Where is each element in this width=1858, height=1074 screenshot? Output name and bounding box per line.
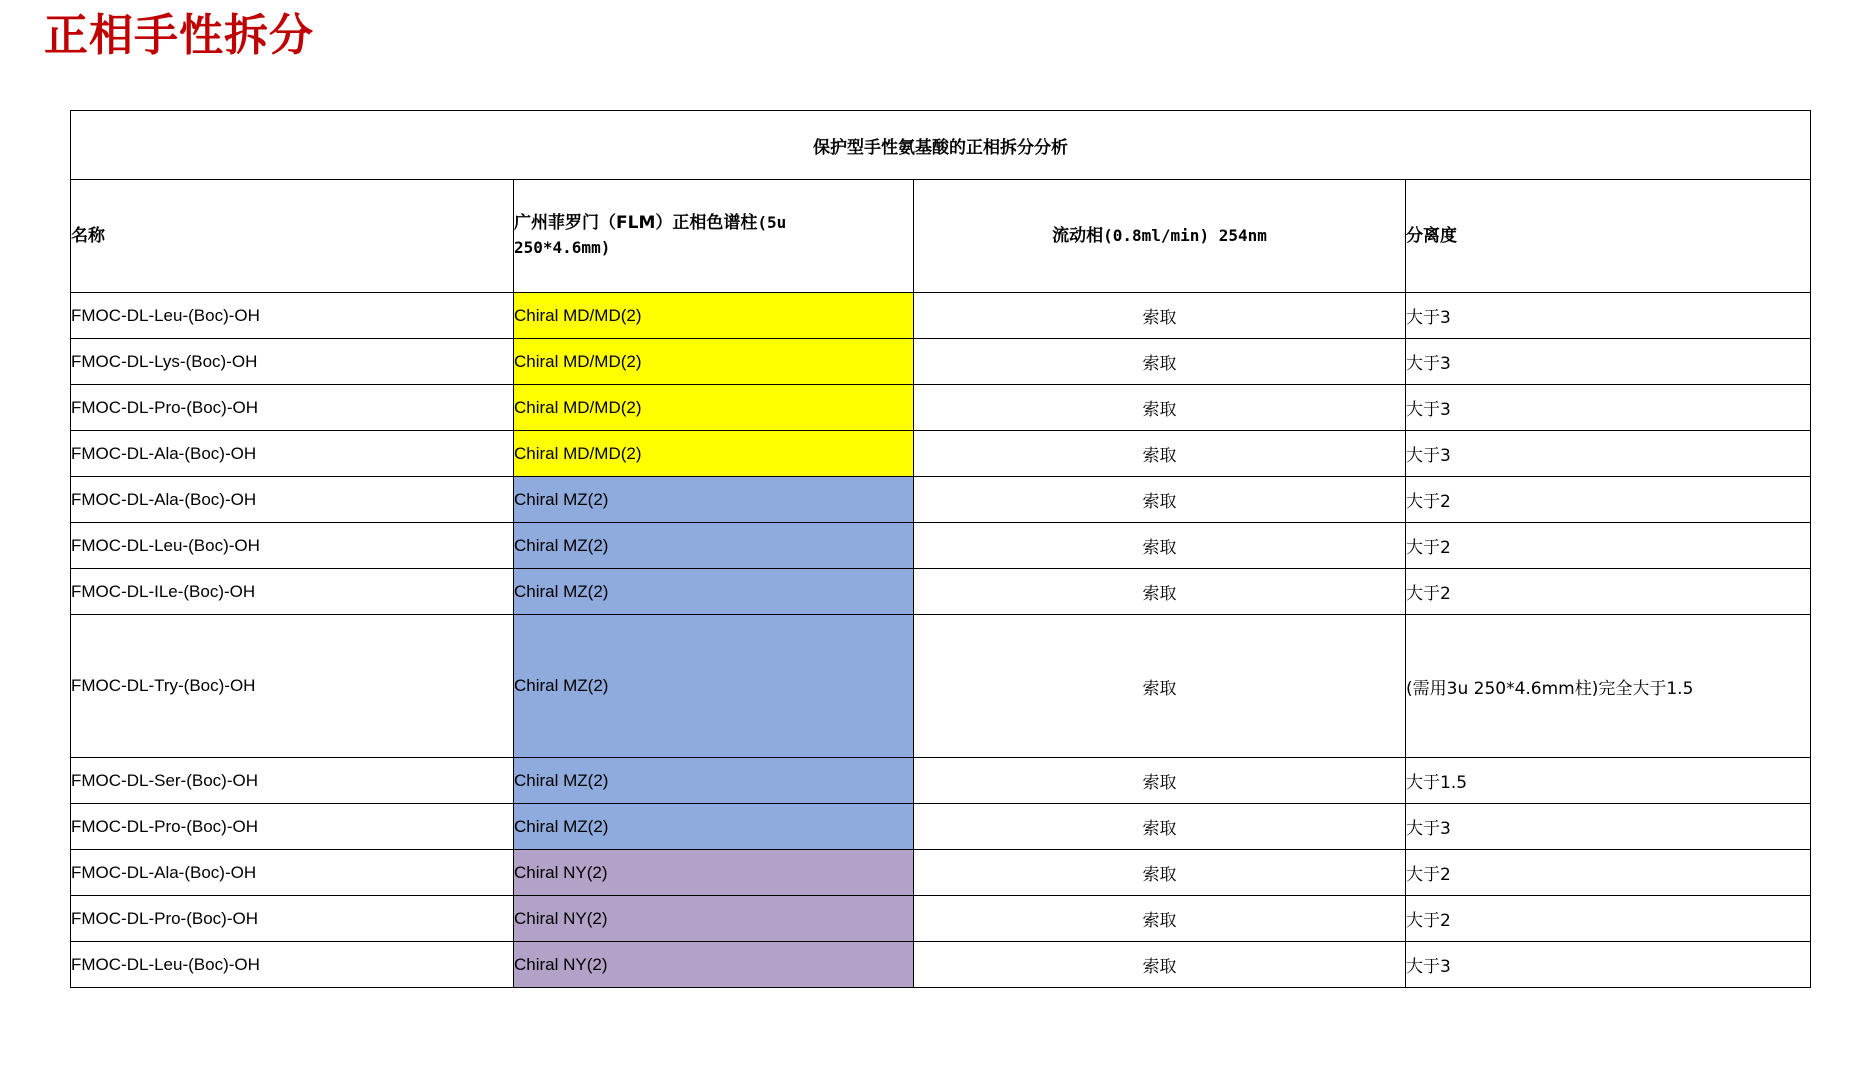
cell-mobile-phase: 索取 bbox=[914, 339, 1406, 385]
table-row bbox=[71, 293, 1811, 339]
cell-column-type: Chiral NY(2) bbox=[514, 942, 914, 988]
cell-resolution: 大于3 bbox=[1406, 804, 1811, 850]
cell-mobile-phase: 索取 bbox=[914, 896, 1406, 942]
cell-mobile-phase: 索取 bbox=[914, 758, 1406, 804]
table-row bbox=[71, 804, 1811, 850]
cell-compound-name: FMOC-DL-Ala-(Boc)-OH bbox=[71, 431, 514, 477]
cell-compound-name: FMOC-DL-ILe-(Boc)-OH bbox=[71, 569, 514, 615]
cell-column-type: Chiral MZ(2) bbox=[514, 615, 914, 758]
cell-resolution: 大于3 bbox=[1406, 385, 1811, 431]
table-row bbox=[71, 896, 1811, 942]
table-row bbox=[71, 758, 1811, 804]
table-row bbox=[71, 569, 1811, 615]
cell-column-type: Chiral MD/MD(2) bbox=[514, 293, 914, 339]
header-column-spec1: (5u bbox=[757, 213, 787, 233]
cell-compound-name: FMOC-DL-Ser-(Boc)-OH bbox=[71, 758, 514, 804]
cell-compound-name: FMOC-DL-Leu-(Boc)-OH bbox=[71, 523, 514, 569]
table-row bbox=[71, 385, 1811, 431]
table-row bbox=[71, 477, 1811, 523]
table-header-row bbox=[71, 180, 1811, 293]
table-row bbox=[71, 431, 1811, 477]
cell-column-type: Chiral MD/MD(2) bbox=[514, 339, 914, 385]
cell-compound-name: FMOC-DL-Try-(Boc)-OH bbox=[71, 615, 514, 758]
cell-mobile-phase: 索取 bbox=[914, 523, 1406, 569]
cell-mobile-phase: 索取 bbox=[914, 942, 1406, 988]
table-caption-row bbox=[71, 111, 1811, 180]
cell-mobile-phase: 索取 bbox=[914, 477, 1406, 523]
header-column-spec2: 250*4.6mm) bbox=[514, 238, 611, 257]
cell-column-type: Chiral NY(2) bbox=[514, 850, 914, 896]
normal-phase-chiral-resolution-table bbox=[70, 110, 1811, 988]
cell-mobile-phase: 索取 bbox=[914, 615, 1406, 758]
cell-column-type: Chiral MD/MD(2) bbox=[514, 431, 914, 477]
cell-resolution: 大于3 bbox=[1406, 339, 1811, 385]
cell-compound-name: FMOC-DL-Leu-(Boc)-OH bbox=[71, 293, 514, 339]
header-column-main: 广州菲罗门（FLM）正相色谱柱 bbox=[514, 213, 758, 234]
cell-resolution: 大于2 bbox=[1406, 896, 1811, 942]
cell-mobile-phase: 索取 bbox=[914, 385, 1406, 431]
table-row bbox=[71, 615, 1811, 758]
cell-resolution: 大于2 bbox=[1406, 850, 1811, 896]
cell-mobile-phase: 索取 bbox=[914, 850, 1406, 896]
cell-column-type: Chiral MZ(2) bbox=[514, 477, 914, 523]
cell-column-type: Chiral MZ(2) bbox=[514, 523, 914, 569]
cell-compound-name: FMOC-DL-Pro-(Boc)-OH bbox=[71, 804, 514, 850]
cell-column-type: Chiral MZ(2) bbox=[514, 758, 914, 804]
cell-compound-name: FMOC-DL-Pro-(Boc)-OH bbox=[71, 896, 514, 942]
header-mobile-phase-main: 流动相 bbox=[1052, 225, 1104, 246]
cell-resolution: 大于3 bbox=[1406, 293, 1811, 339]
cell-compound-name: FMOC-DL-Leu-(Boc)-OH bbox=[71, 942, 514, 988]
cell-column-type: Chiral MD/MD(2) bbox=[514, 385, 914, 431]
table-row bbox=[71, 850, 1811, 896]
cell-compound-name: FMOC-DL-Lys-(Boc)-OH bbox=[71, 339, 514, 385]
cell-compound-name: FMOC-DL-Ala-(Boc)-OH bbox=[71, 477, 514, 523]
cell-resolution: 大于1.5 bbox=[1406, 758, 1811, 804]
cell-column-type: Chiral MZ(2) bbox=[514, 569, 914, 615]
table-row bbox=[71, 339, 1811, 385]
page-title: 正相手性拆分 bbox=[44, 10, 314, 61]
cell-mobile-phase: 索取 bbox=[914, 293, 1406, 339]
cell-column-type: Chiral MZ(2) bbox=[514, 804, 914, 850]
header-mobile-phase-spec: (0.8ml/min) 254nm bbox=[1103, 225, 1267, 245]
table-body bbox=[71, 111, 1811, 988]
table-row bbox=[71, 523, 1811, 569]
table-container bbox=[70, 110, 1810, 988]
header-mobile-phase bbox=[914, 180, 1406, 293]
cell-compound-name: FMOC-DL-Pro-(Boc)-OH bbox=[71, 385, 514, 431]
table-caption: 保护型手性氨基酸的正相拆分分析 bbox=[71, 111, 1811, 180]
header-column bbox=[514, 180, 914, 293]
cell-mobile-phase: 索取 bbox=[914, 804, 1406, 850]
cell-compound-name: FMOC-DL-Ala-(Boc)-OH bbox=[71, 850, 514, 896]
header-name: 名称 bbox=[71, 180, 514, 293]
cell-resolution: 大于2 bbox=[1406, 569, 1811, 615]
cell-resolution: 大于2 bbox=[1406, 523, 1811, 569]
header-resolution: 分离度 bbox=[1406, 180, 1811, 293]
cell-resolution: 大于2 bbox=[1406, 477, 1811, 523]
cell-resolution: 大于3 bbox=[1406, 942, 1811, 988]
cell-mobile-phase: 索取 bbox=[914, 569, 1406, 615]
cell-resolution: 大于3 bbox=[1406, 431, 1811, 477]
cell-column-type: Chiral NY(2) bbox=[514, 896, 914, 942]
cell-resolution: (需用3u 250*4.6mm柱)完全大于1.5 bbox=[1406, 615, 1811, 758]
cell-mobile-phase: 索取 bbox=[914, 431, 1406, 477]
table-row bbox=[71, 942, 1811, 988]
